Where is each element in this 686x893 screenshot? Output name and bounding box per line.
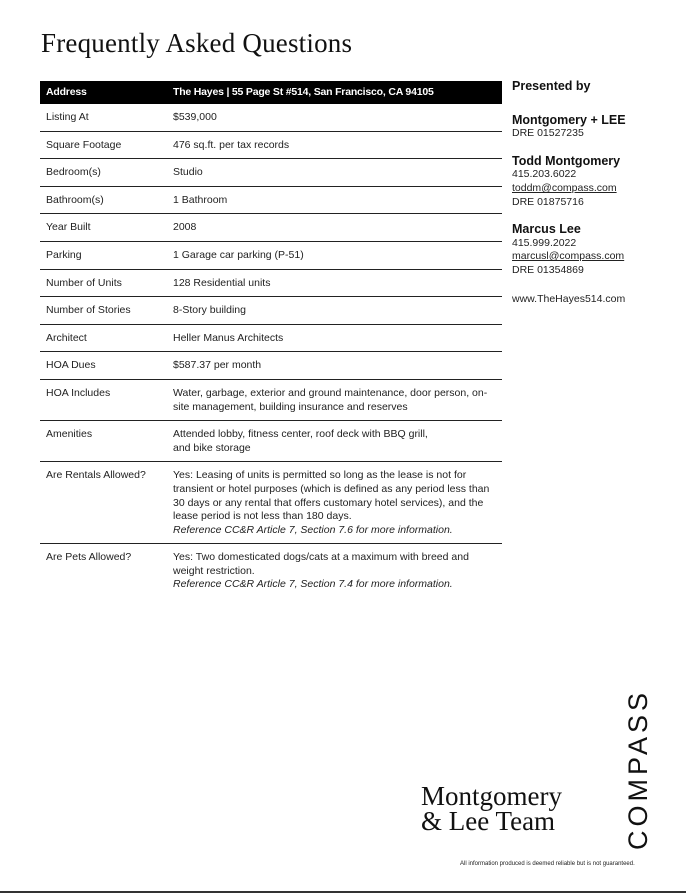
header-address: The Hayes | 55 Page St #514, San Francisco, CA 94105 (167, 81, 502, 103)
row-value: $539,000 (167, 103, 502, 131)
website-link[interactable]: www.TheHayes514.com (512, 292, 626, 305)
row-label: Are Rentals Allowed? (40, 462, 167, 544)
agent-email[interactable]: marcusl@compass.com (512, 250, 625, 263)
agent-block-todd (512, 155, 682, 209)
row-label: HOA Dues (40, 352, 167, 380)
agent-dre: DRE 01354869 (512, 263, 584, 276)
table-row (40, 159, 502, 187)
row-value: 476 sq.ft. per tax records (167, 131, 502, 159)
row-label: Square Footage (40, 131, 167, 159)
agent-phone[interactable]: 415.999.2022 (512, 236, 577, 249)
team-name: Montgomery + LEE (512, 112, 626, 127)
disclaimer: All information produced is deemed reliable but is not guaranteed. (460, 861, 635, 867)
compass-logo: COMPASS (623, 688, 653, 850)
row-label: HOA Includes (40, 379, 167, 420)
table-row (40, 462, 502, 544)
row-value-line: Attended lobby, fitness center, roof deck with BBQ grill, (173, 428, 428, 441)
team-logo (421, 781, 562, 836)
row-label: Architect (40, 324, 167, 352)
table-row (40, 103, 502, 131)
team-logo-line: & Lee Team (421, 806, 556, 836)
agent-phone[interactable]: 415.203.6022 (512, 168, 577, 181)
team-logo-line: Montgomery (421, 781, 562, 811)
row-label: Are Pets Allowed? (46, 551, 132, 564)
table-row (40, 544, 502, 598)
row-value (167, 462, 502, 544)
row-value: $587.37 per month (167, 352, 502, 380)
table-row (40, 379, 502, 420)
page-title: Frequently Asked Questions (41, 28, 353, 58)
row-value-text: Yes: Two domesticated dogs/cats at a maximum with breed and weight restriction. (173, 551, 469, 577)
row-value: 2008 (167, 214, 502, 242)
contact-sidebar (512, 80, 682, 306)
team-dre: DRE 01527235 (512, 127, 584, 140)
row-label: Listing At (40, 103, 167, 131)
table-row (40, 241, 502, 269)
agent-name: Marcus Lee (512, 222, 581, 237)
row-reference: Reference CC&R Article 7, Section 7.6 for more information. (173, 523, 453, 536)
table-row (40, 421, 502, 462)
agent-email[interactable]: toddm@compass.com (512, 181, 617, 194)
faq-table (40, 81, 502, 598)
agent-name: Todd Montgomery (512, 153, 621, 168)
row-value: 1 Bathroom (167, 186, 502, 214)
row-value (167, 421, 502, 462)
row-label: Amenities (40, 421, 167, 462)
row-reference: Reference CC&R Article 7, Section 7.4 for more information. (173, 578, 453, 591)
row-value: 8-Story building (167, 297, 502, 325)
row-value (167, 544, 502, 598)
row-label: Number of Stories (40, 297, 167, 325)
row-value: Water, garbage, exterior and ground maintenance, door person, on-site management, building insurance and reserves (167, 379, 502, 420)
row-value: 128 Residential units (167, 269, 502, 297)
presented-by-heading: Presented by (512, 79, 591, 93)
row-label: Number of Units (40, 269, 167, 297)
row-label: Bathroom(s) (40, 186, 167, 214)
team-block (512, 114, 682, 141)
table-header-row (40, 81, 502, 103)
table-row (40, 186, 502, 214)
table-row (40, 269, 502, 297)
row-label: Bedroom(s) (40, 159, 167, 187)
row-value-line: and bike storage (173, 441, 251, 454)
header-label: Address (40, 81, 167, 103)
row-value: Heller Manus Architects (167, 324, 502, 352)
table-row (40, 131, 502, 159)
row-value: Studio (167, 159, 502, 187)
agent-block-marcus (512, 223, 682, 277)
agent-dre: DRE 01875716 (512, 195, 584, 208)
row-value: 1 Garage car parking (P-51) (167, 241, 502, 269)
row-label: Parking (40, 241, 167, 269)
table-row (40, 352, 502, 380)
table-row (40, 297, 502, 325)
table-row (40, 324, 502, 352)
row-label: Year Built (40, 214, 167, 242)
table-row (40, 214, 502, 242)
row-value-text: Yes: Leasing of units is permitted so long as the lease is not for transient or hotel purposes (which is defined as any period less than 30 days or any rental that offers customary hotel services), and the lease period is not less than 180 days. (173, 469, 490, 523)
